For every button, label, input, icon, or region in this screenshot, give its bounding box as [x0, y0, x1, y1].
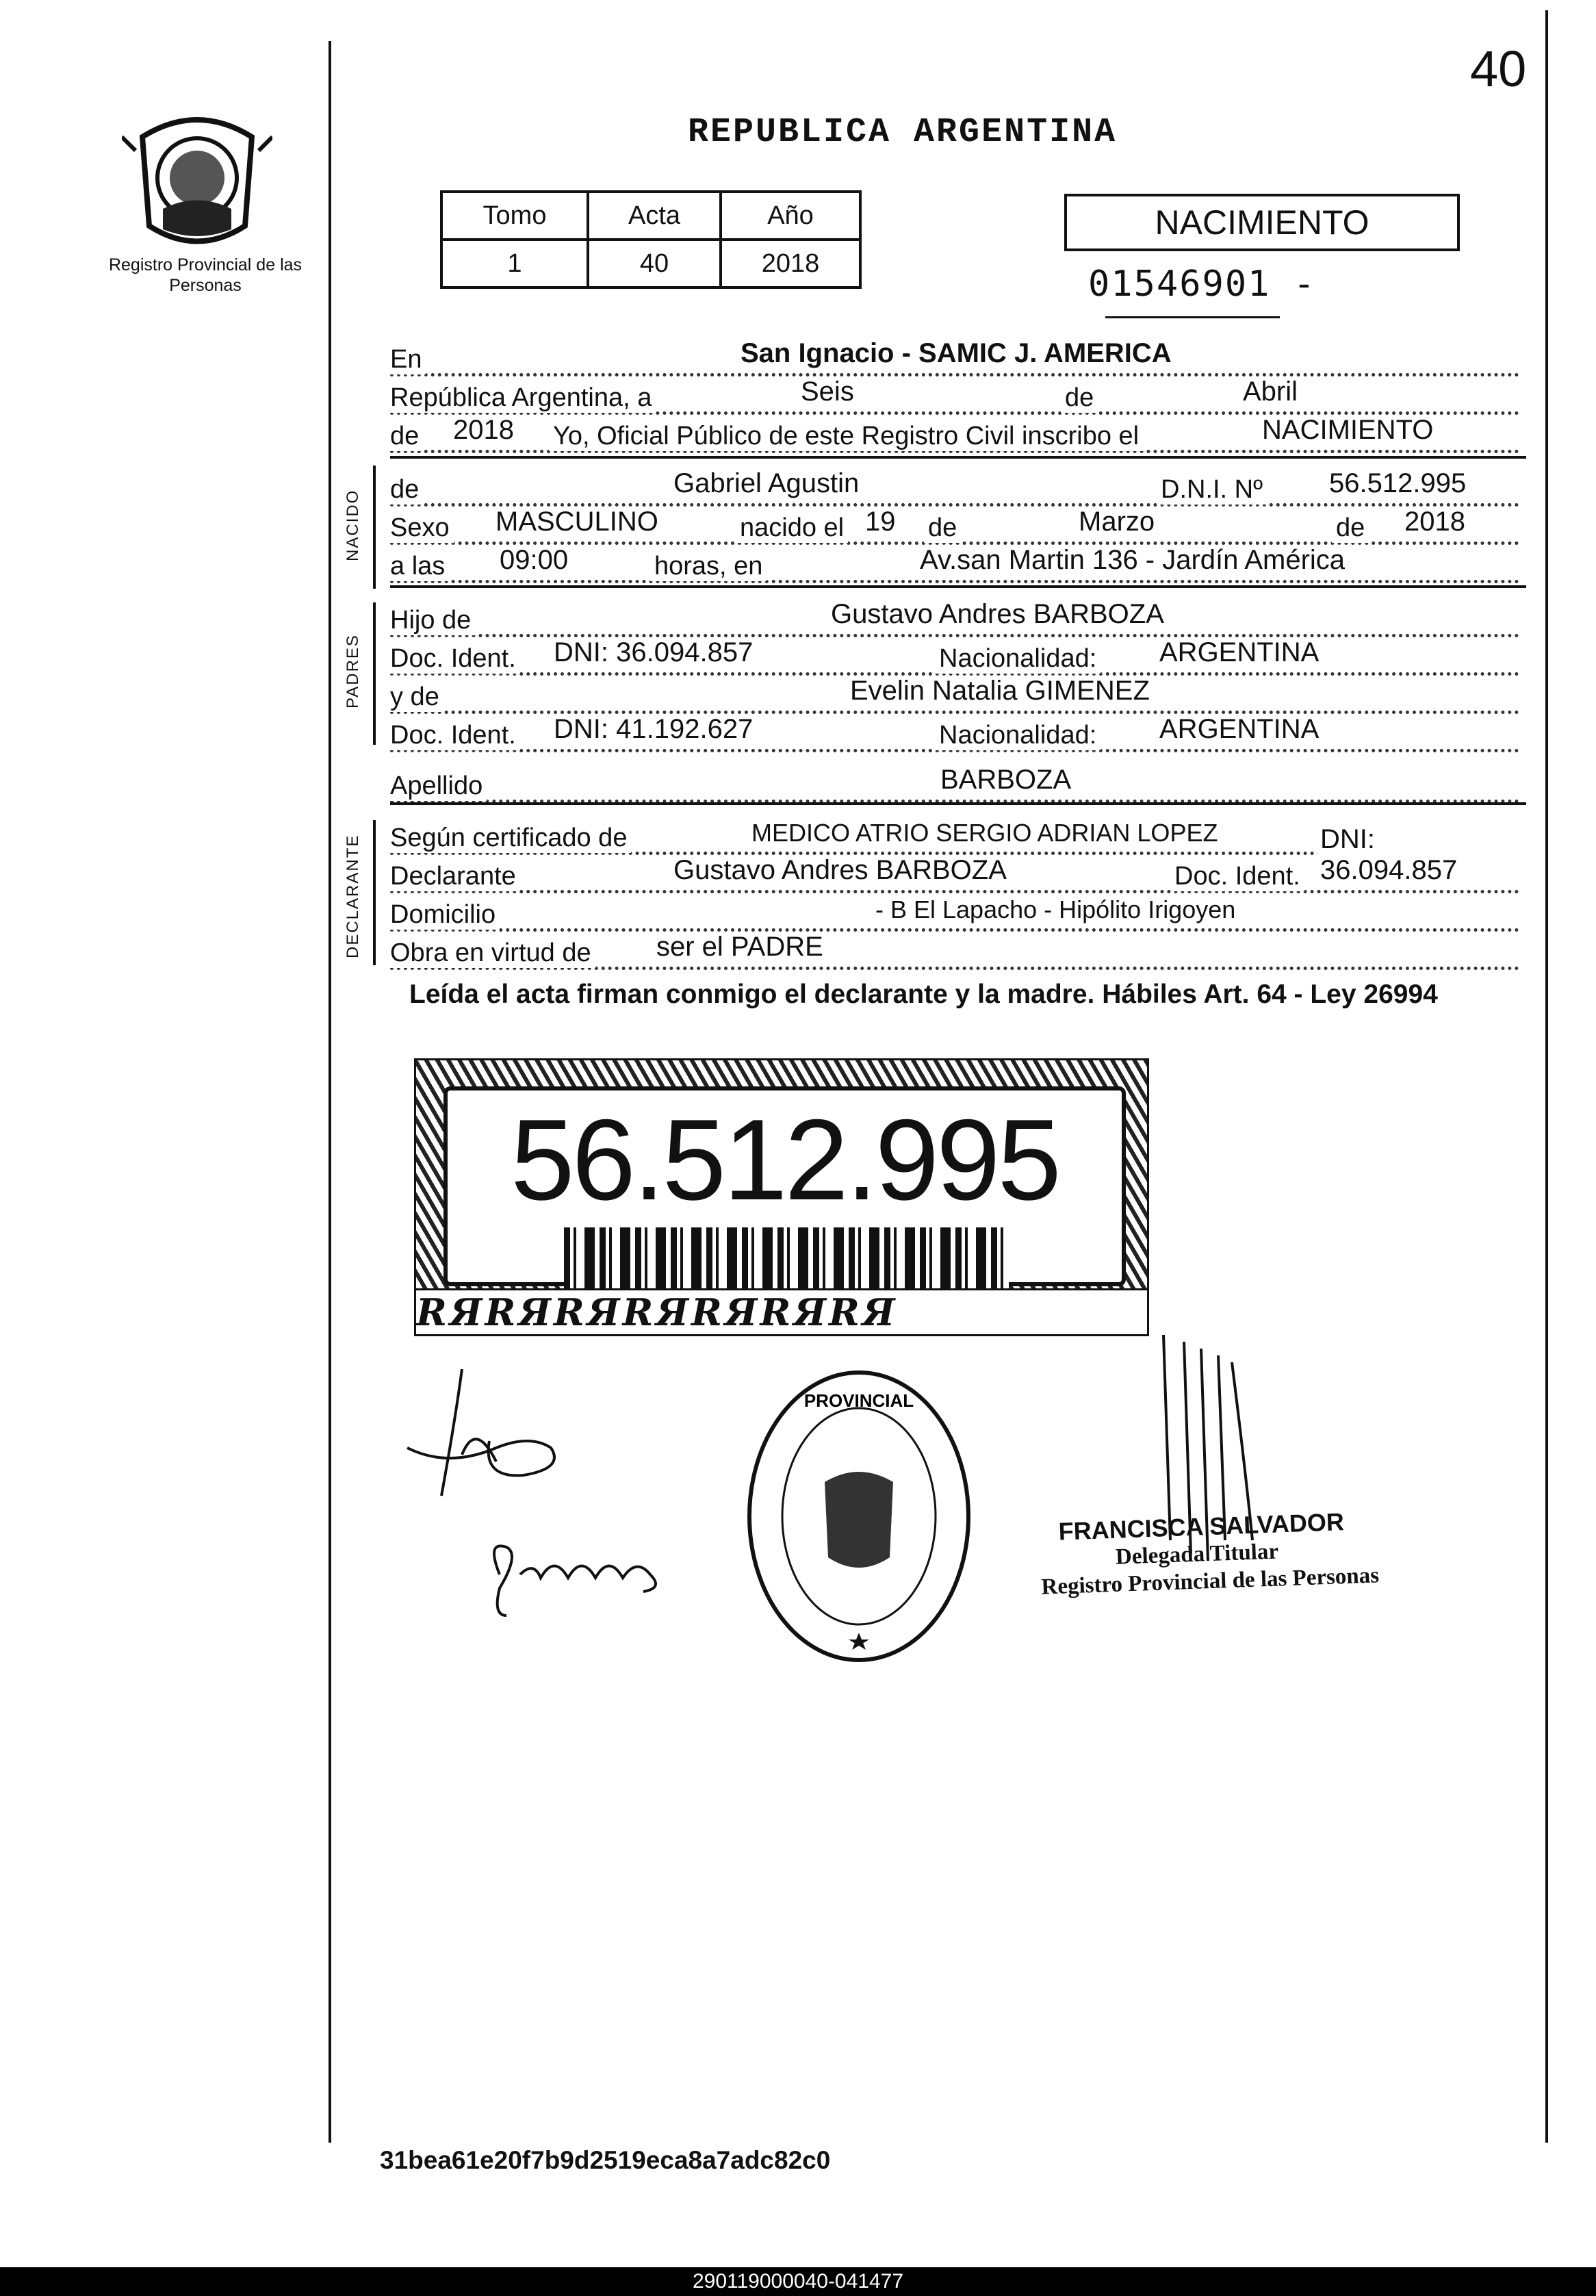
acta-header: Acta [588, 192, 721, 240]
row-mother-doc [390, 709, 1519, 752]
footer-code: 290119000040-041477 [0, 2267, 1596, 2296]
document-hash: 31bea61e20f7b9d2519eca8a7adc82c0 [380, 2146, 831, 2174]
left-margin-line [329, 41, 331, 2143]
child-dni: 56.512.995 [1326, 468, 1469, 499]
declarante-side-label: DECLARANTE [344, 834, 362, 958]
declarante-doc: DNI: 36.094.857 [1317, 824, 1519, 886]
dni-barcode-panel [414, 1058, 1149, 1336]
officer-block [1039, 1507, 1380, 1600]
birth-de-label: de [924, 513, 961, 543]
horas-en-label: horas, en [650, 552, 767, 581]
birth-de-label-2: de [1332, 513, 1369, 543]
father-name: Gustavo Andres BARBOZA [828, 599, 1167, 630]
officer-title: Delegada Titular [1115, 1539, 1279, 1570]
barcode-inner-box [443, 1086, 1126, 1286]
hijo-de-label: Hijo de [390, 606, 475, 635]
birth-time: 09:00 [497, 545, 571, 576]
row-sexo [390, 502, 1519, 545]
serial-number: 01546901 - [1088, 264, 1317, 305]
declarante-signature [394, 1366, 578, 1503]
row-domicilio [390, 889, 1519, 932]
certificado-value: MEDICO ATRIO SERGIO ADRIAN LOPEZ [749, 819, 1220, 847]
apellido-label: Apellido [390, 771, 487, 801]
inscribo-label: Yo, Oficial Público de este Registro Civil inscribo el [549, 422, 1143, 451]
dni-label: D.N.I. Nº [1157, 475, 1267, 505]
domicilio-value: - B El Lapacho - Hipólito Irigoyen [873, 895, 1238, 924]
record-table [440, 190, 862, 289]
de-label: de [1061, 383, 1098, 413]
row-year [390, 410, 1519, 453]
birth-day: 19 [862, 507, 899, 537]
de-label-2: de [390, 422, 423, 451]
year-value: 2018 [450, 415, 517, 446]
registry-name: Registro Provincial de las Personas [108, 255, 303, 295]
y-de-label: y de [390, 683, 443, 712]
child-name: Gabriel Agustin [671, 468, 862, 499]
registry-seal [743, 1359, 975, 1674]
nacido-el-label: nacido el [736, 513, 848, 543]
sexo-value: MASCULINO [493, 507, 661, 537]
nacido-de-label: de [390, 475, 423, 505]
row-obra [390, 927, 1519, 970]
row-father-doc [390, 633, 1519, 676]
father-nationality: ARGENTINA [1157, 637, 1322, 668]
birth-month: Marzo [1076, 507, 1157, 537]
nacido-bracket [373, 465, 376, 589]
mother-signature [479, 1527, 684, 1622]
tomo-header: Tomo [441, 192, 588, 240]
document-title: REPUBLICA ARGENTINA [688, 113, 1118, 152]
day-value: Seis [798, 377, 857, 407]
divider-1 [390, 456, 1526, 459]
right-margin-line [1545, 10, 1548, 2143]
anio-header: Año [721, 192, 860, 240]
svg-text:PROVINCIAL: PROVINCIAL [803, 1390, 914, 1411]
row-y-de [390, 671, 1519, 714]
page-number: 40 [1470, 40, 1527, 97]
father-nationality-label: Nacionalidad: [935, 644, 1101, 674]
province-crest-icon [122, 110, 272, 260]
domicilio-label: Domicilio [390, 900, 500, 930]
acta-value: 40 [588, 240, 721, 288]
birth-year: 2018 [1402, 507, 1468, 537]
row-hora [390, 540, 1519, 583]
barcode-security-strip: RЯRЯRЯRЯRЯRЯRЯ [416, 1288, 1147, 1334]
row-apellido [390, 760, 1519, 803]
obra-label: Obra en virtud de [390, 939, 595, 968]
father-doc: DNI: 36.094.857 [551, 637, 756, 668]
row-hijo-de [390, 594, 1519, 637]
row-republica [390, 372, 1519, 415]
divider-3 [390, 802, 1526, 805]
place-value: San Ignacio - SAMIC J. AMERICA [738, 338, 1174, 369]
divider-2 [390, 585, 1526, 588]
declarante-doc-label: Doc. Ident. [1170, 862, 1304, 891]
tomo-value: 1 [441, 240, 588, 288]
record-type-box: NACIMIENTO [1064, 194, 1460, 251]
birth-place: Av.san Martin 136 - Jardín América [917, 545, 1348, 576]
father-doc-label: Doc. Ident. [390, 644, 520, 674]
certificado-label: Según certificado de [390, 824, 631, 853]
row-en [390, 333, 1519, 377]
padres-side-label: PADRES [344, 634, 362, 709]
officer-institution: Registro Provincial de las Personas [1040, 1563, 1380, 1600]
month-value: Abril [1240, 377, 1300, 407]
mother-name: Evelin Natalia GIMENEZ [847, 676, 1153, 706]
mother-doc: DNI: 41.192.627 [551, 714, 756, 745]
legal-text: Leída el acta firman conmigo el declarante y la madre. Hábiles Art. 64 - Ley 26994 [409, 980, 1438, 1009]
nacido-side-label: NACIDO [344, 489, 362, 561]
republica-label: República Argentina, a [390, 383, 656, 413]
padres-bracket [373, 602, 376, 745]
serial-underline [1105, 316, 1280, 318]
barcode-bars [564, 1227, 1009, 1296]
mother-nationality-label: Nacionalidad: [935, 721, 1101, 750]
obra-value: ser el PADRE [654, 932, 826, 962]
mother-nationality: ARGENTINA [1157, 714, 1322, 745]
en-label: En [390, 345, 426, 374]
barcode-number: 56.512.995 [511, 1095, 1059, 1224]
apellido-value: BARBOZA [938, 765, 1074, 795]
officer-name: FRANCISCA SALVADOR [1058, 1507, 1345, 1546]
declarante-bracket [373, 820, 376, 965]
declarante-label: Declarante [390, 862, 520, 891]
mother-doc-label: Doc. Ident. [390, 721, 520, 750]
act-type-value: NACIMIENTO [1259, 415, 1436, 446]
sexo-label: Sexo [390, 513, 454, 543]
row-nacido-name [390, 463, 1519, 507]
anio-value: 2018 [721, 240, 860, 288]
a-las-label: a las [390, 552, 449, 581]
declarante-value: Gustavo Andres BARBOZA [671, 855, 1009, 886]
